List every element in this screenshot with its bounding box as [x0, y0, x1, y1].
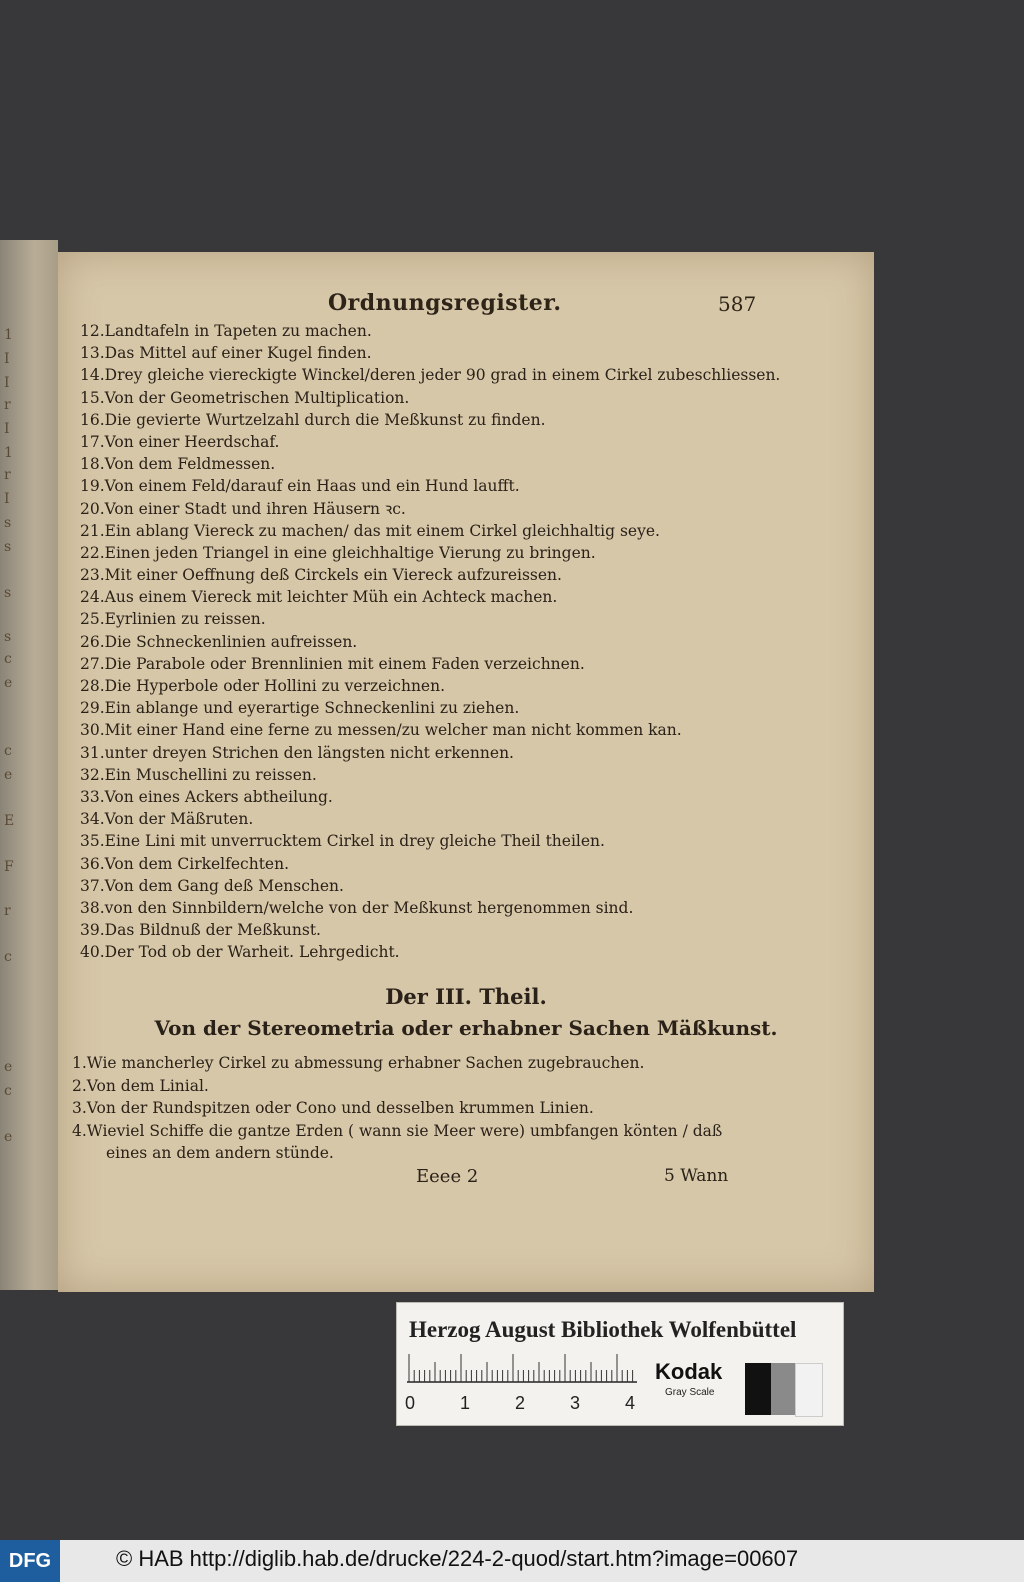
catchword: 5 Wann	[664, 1166, 729, 1186]
part-heading: Der III. Theil.	[385, 984, 547, 1009]
margin-mark: r	[4, 903, 11, 919]
register-entry: 17.Von einer Heerdschaf.	[80, 432, 280, 451]
part-entry: 2.Von dem Linial.	[72, 1076, 209, 1095]
margin-mark: s	[4, 629, 12, 645]
register-entry: 29.Ein ablange und eyerartige Schneckenlini zu ziehen.	[80, 699, 520, 718]
ruler-scale	[407, 1353, 637, 1383]
margin-mark: e	[4, 1129, 13, 1145]
register-entry: 26.Die Schneckenlinien aufreissen.	[80, 632, 358, 651]
margin-mark: s	[4, 515, 12, 531]
margin-mark: 1	[4, 327, 13, 343]
footer-bar	[0, 1540, 1024, 1582]
signature-mark: Eeee 2	[416, 1166, 479, 1187]
margin-mark: I	[4, 375, 10, 391]
register-entry: 32.Ein Muschellini zu reissen.	[80, 765, 317, 784]
scale-digit: 2	[515, 1393, 526, 1413]
margin-mark: c	[4, 743, 12, 759]
margin-mark: 1	[4, 445, 13, 461]
margin-mark: s	[4, 539, 12, 555]
register-entry: 22.Einen jeden Triangel in eine gleichhaltige Vierung zu bringen.	[80, 543, 596, 562]
color-target-card	[396, 1302, 844, 1426]
margin-mark: E	[4, 813, 15, 829]
book-page	[58, 252, 874, 1292]
page-number: 587	[718, 292, 757, 316]
register-entry: 18.Von dem Feldmessen.	[80, 455, 276, 474]
part-entry: 1.Wie mancherley Cirkel zu abmessung erhabner Sachen zugebrauchen.	[72, 1054, 645, 1072]
margin-mark: c	[4, 1083, 12, 1099]
register-entry: 30.Mit einer Hand eine ferne zu messen/zu welcher man nicht kommen kan.	[80, 721, 682, 740]
scale-digit: 1	[460, 1393, 471, 1413]
footer-url[interactable]: © HAB http://diglib.hab.de/drucke/224-2-quod/start.htm?image=00607	[116, 1546, 799, 1571]
register-entry: 28.Die Hyperbole oder Hollini zu verzeichnen.	[80, 677, 446, 695]
register-entry: 34.Von der Mäßruten.	[80, 810, 254, 829]
register-entry: 33.Von eines Ackers abtheilung.	[80, 787, 333, 806]
kodak-brand: Kodak	[655, 1359, 723, 1384]
margin-mark: e	[4, 767, 13, 783]
margin-mark: r	[4, 397, 11, 413]
part-subheading: Von der Stereometria oder erhabner Sachen Mäßkunst.	[154, 1016, 778, 1040]
library-label: Herzog August Bibliothek Wolfenbüttel	[409, 1317, 797, 1342]
register-entry: 25.Eyrlinien zu reissen.	[80, 610, 266, 629]
gray-patch-black	[745, 1363, 771, 1415]
part-entry-continuation: eines an dem andern stünde.	[106, 1144, 334, 1163]
dfg-logo: DFG	[0, 1540, 60, 1582]
scale-digit: 0	[405, 1393, 416, 1413]
register-entries	[80, 320, 780, 963]
margin-mark: c	[4, 651, 12, 667]
register-entry: 37.Von dem Gang deß Menschen.	[80, 876, 344, 895]
margin-mark: F	[4, 859, 14, 875]
gray-patch-white	[795, 1363, 823, 1417]
part-entries	[72, 1052, 792, 1165]
register-entry: 12.Landtafeln in Tapeten zu machen.	[80, 322, 372, 340]
register-entry: 20.Von einer Stadt und ihren Häusern ꝛc.	[80, 499, 406, 518]
margin-mark: r	[4, 467, 11, 483]
part-entry: 3.Von der Rundspitzen oder Cono und desselben krummen Linien.	[72, 1099, 594, 1118]
register-entry: 23.Mit einer Oeffnung deß Circkels ein Viereck aufzureissen.	[80, 566, 562, 585]
gray-patch-mid	[771, 1363, 795, 1415]
register-entry: 21.Ein ablang Viereck zu machen/ das mit einem Cirkel gleichhaltig seye.	[80, 521, 660, 540]
register-entry: 39.Das Bildnuß der Meßkunst.	[80, 921, 321, 940]
register-entry: 35.Eine Lini mit unverrucktem Cirkel in drey gleiche Theil theilen.	[80, 832, 605, 851]
register-entry: 14.Drey gleiche viereckigte Winckel/deren jeder 90 grad in einem Cirkel zubeschliessen.	[80, 366, 781, 385]
margin-mark: e	[4, 1059, 13, 1075]
margin-mark: I	[4, 421, 10, 437]
left-page-edge	[0, 240, 58, 1290]
scale-digit: 3	[570, 1393, 581, 1413]
register-entry: 38.von den Sinnbildern/welche von der Meßkunst hergenommen sind.	[80, 898, 634, 917]
register-entry: 24.Aus einem Viereck mit leichter Müh ein Achteck machen.	[80, 588, 558, 607]
running-head: Ordnungsregister.	[328, 290, 562, 316]
register-entry: 36.Von dem Cirkelfechten.	[80, 854, 290, 873]
gray-scale-label: Gray Scale	[665, 1387, 715, 1398]
register-entry: 27.Die Parabole oder Brennlinien mit einem Faden verzeichnen.	[80, 654, 585, 673]
register-entry: 31.unter dreyen Strichen den längsten nicht erkennen.	[80, 743, 514, 762]
register-entry: 40.Der Tod ob der Warheit. Lehrgedicht.	[80, 943, 400, 962]
margin-mark: I	[4, 351, 10, 367]
margin-mark: I	[4, 491, 10, 507]
register-entry: 16.Die gevierte Wurtzelzahl durch die Meßkunst zu finden.	[80, 410, 546, 429]
register-entry: 13.Das Mittel auf einer Kugel finden.	[80, 344, 372, 363]
part-entry: 4.Wieviel Schiffe die gantze Erden ( wann sie Meer were) umbfangen könten / daß	[72, 1121, 723, 1140]
scale-digit: 4	[625, 1393, 636, 1413]
register-entry: 15.Von der Geometrischen Multiplication.	[80, 388, 410, 407]
margin-mark: e	[4, 675, 13, 691]
register-entry: 19.Von einem Feld/darauf ein Haas und ein Hund laufft.	[80, 477, 520, 496]
margin-mark: c	[4, 949, 12, 965]
margin-mark: s	[4, 585, 12, 601]
